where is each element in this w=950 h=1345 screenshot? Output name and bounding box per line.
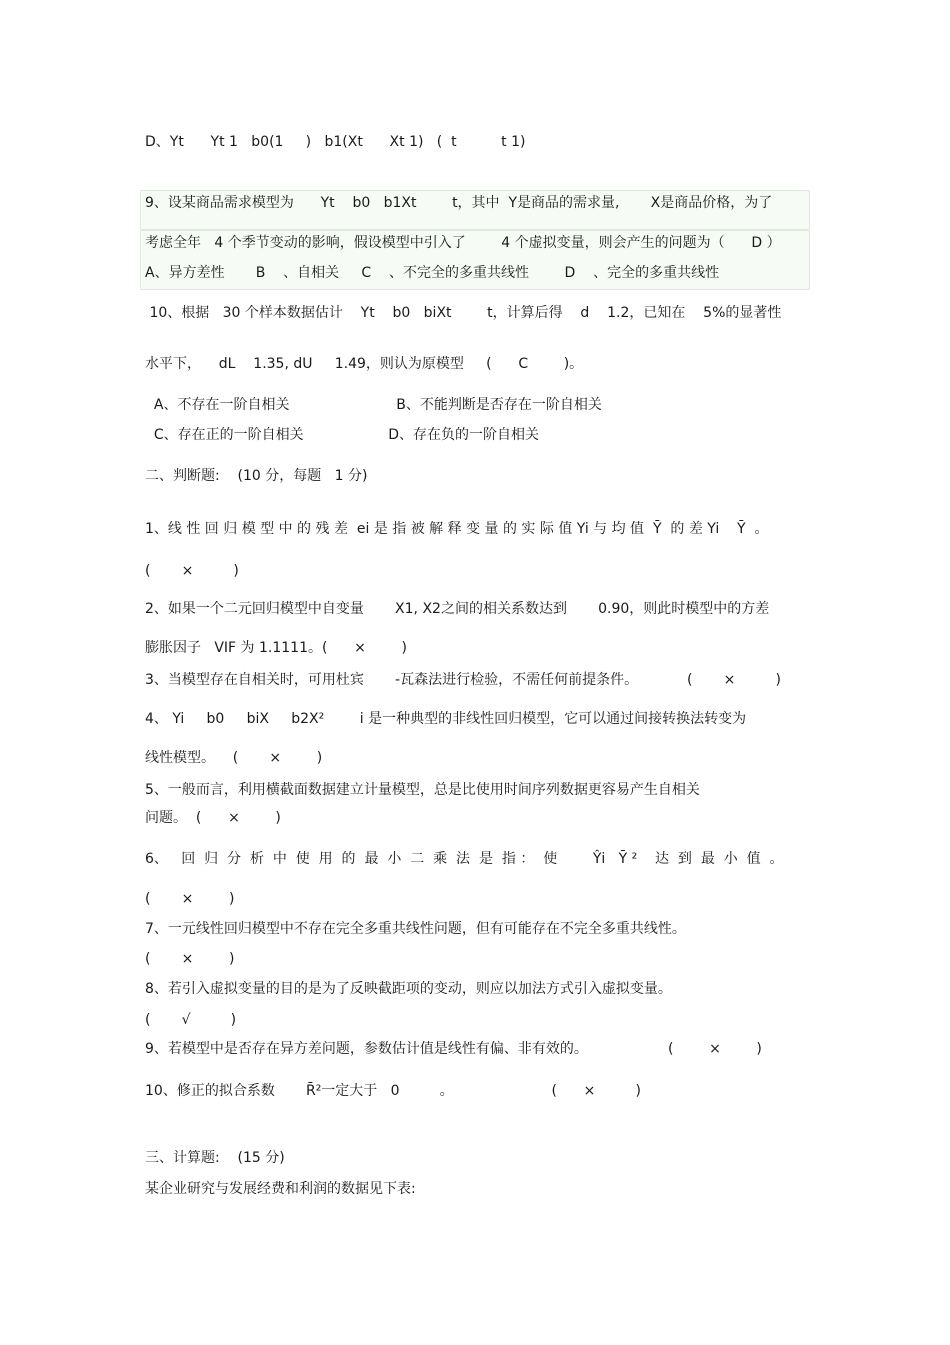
judge-3: 3、当模型存在自相关时，可用杜宾 -瓦森法进行检验，不需任何前提条件。 ( × ) bbox=[145, 672, 781, 688]
judge-9: 9、若模型中是否存在异方差问题，参数估计值是线性有偏、非有效的。 ( × ) bbox=[145, 1041, 762, 1057]
judge-8-answer: ( √ ) bbox=[145, 1012, 237, 1028]
judge-10: 10、修正的拟合系数 R̄²一定大于 0 。 ( × ) bbox=[145, 1083, 641, 1099]
judge-5-line1: 5、一般而言，利用横截面数据建立计量模型，总是比使用时间序列数据更容易产生自相关 bbox=[145, 782, 700, 798]
question-9-line1: 9、设某商品需求模型为 Yt b0 b1Xt t，其中 Y是商品的需求量, X是商品价格，为了 bbox=[145, 195, 773, 211]
section-2-heading: 二、判断题: (10 分，每题 1 分) bbox=[145, 468, 368, 484]
section-3-heading: 三、计算题: (15 分) bbox=[145, 1150, 285, 1166]
judge-7-line1: 7、一元线性回归模型中不存在完全多重共线性问题，但有可能存在不完全多重共线性。 bbox=[145, 921, 686, 937]
question-9-line2: 考虑全年 4 个季节变动的影响，假设模型中引入了 4 个虚拟变量，则会产生的问题为（ D ） bbox=[145, 235, 781, 251]
judge-4-line2: 线性模型。 ( × ) bbox=[145, 750, 323, 766]
judge-2-line2: 膨胀因子 VIF 为 1.1111。( × ) bbox=[145, 640, 407, 656]
judge-7-answer: ( × ) bbox=[145, 951, 235, 967]
question-10-line2: 水平下， dL 1.35, dU 1.49，则认为原模型 ( C )。 bbox=[145, 356, 584, 372]
judge-2-line1: 2、如果一个二元回归模型中自变量 X1, X2之间的相关系数达到 0.90，则此时模型中的方差 bbox=[145, 601, 770, 617]
option-d-formula: D、Yt Yt 1 b0(1 ) b1(Xt Xt 1) ( t t 1) bbox=[145, 134, 526, 150]
question-10-options-ab: A、不存在一阶自相关 B、不能判断是否存在一阶自相关 bbox=[145, 397, 602, 413]
judge-4-line1: 4、 Yi b0 biX b2X² i 是一种典型的非线性回归模型，它可以通过间接转换法转变为 bbox=[145, 711, 747, 727]
section-3-intro: 某企业研究与发展经费和利润的数据见下表: bbox=[145, 1181, 416, 1197]
question-10-options-cd: C、存在正的一阶自相关 D、存在负的一阶自相关 bbox=[145, 427, 540, 443]
judge-8-line1: 8、若引入虚拟变量的目的是为了反映截距项的变动，则应以加法方式引入虚拟变量。 bbox=[145, 981, 672, 997]
question-9-options: A、异方差性 B 、自相关 C 、不完全的多重共线性 D 、完全的多重共线性 bbox=[145, 265, 720, 281]
judge-5-line2: 问题。 ( × ) bbox=[145, 810, 281, 826]
judge-6-line1: 6、 回 归 分 析 中 使 用 的 最 小 二 乘 法 是 指 ： 使 Ŷi Ȳ ² 达 到 最 小 值 。 bbox=[145, 851, 784, 867]
question-10-line1: 10、根据 30 个样本数据估计 Yt b0 biXt t，计算后得 d 1.2，已知在 5%的显著性 bbox=[145, 305, 782, 321]
judge-1-answer: ( × ) bbox=[145, 563, 239, 579]
judge-6-answer: ( × ) bbox=[145, 891, 235, 907]
judge-1-line1: 1、线 性 回 归 模 型 中 的 残 差 ei 是 指 被 解 释 变 量 的 实 际 值 Yi 与 均 值 Ȳ 的 差 Yi Ȳ 。 bbox=[145, 521, 769, 537]
